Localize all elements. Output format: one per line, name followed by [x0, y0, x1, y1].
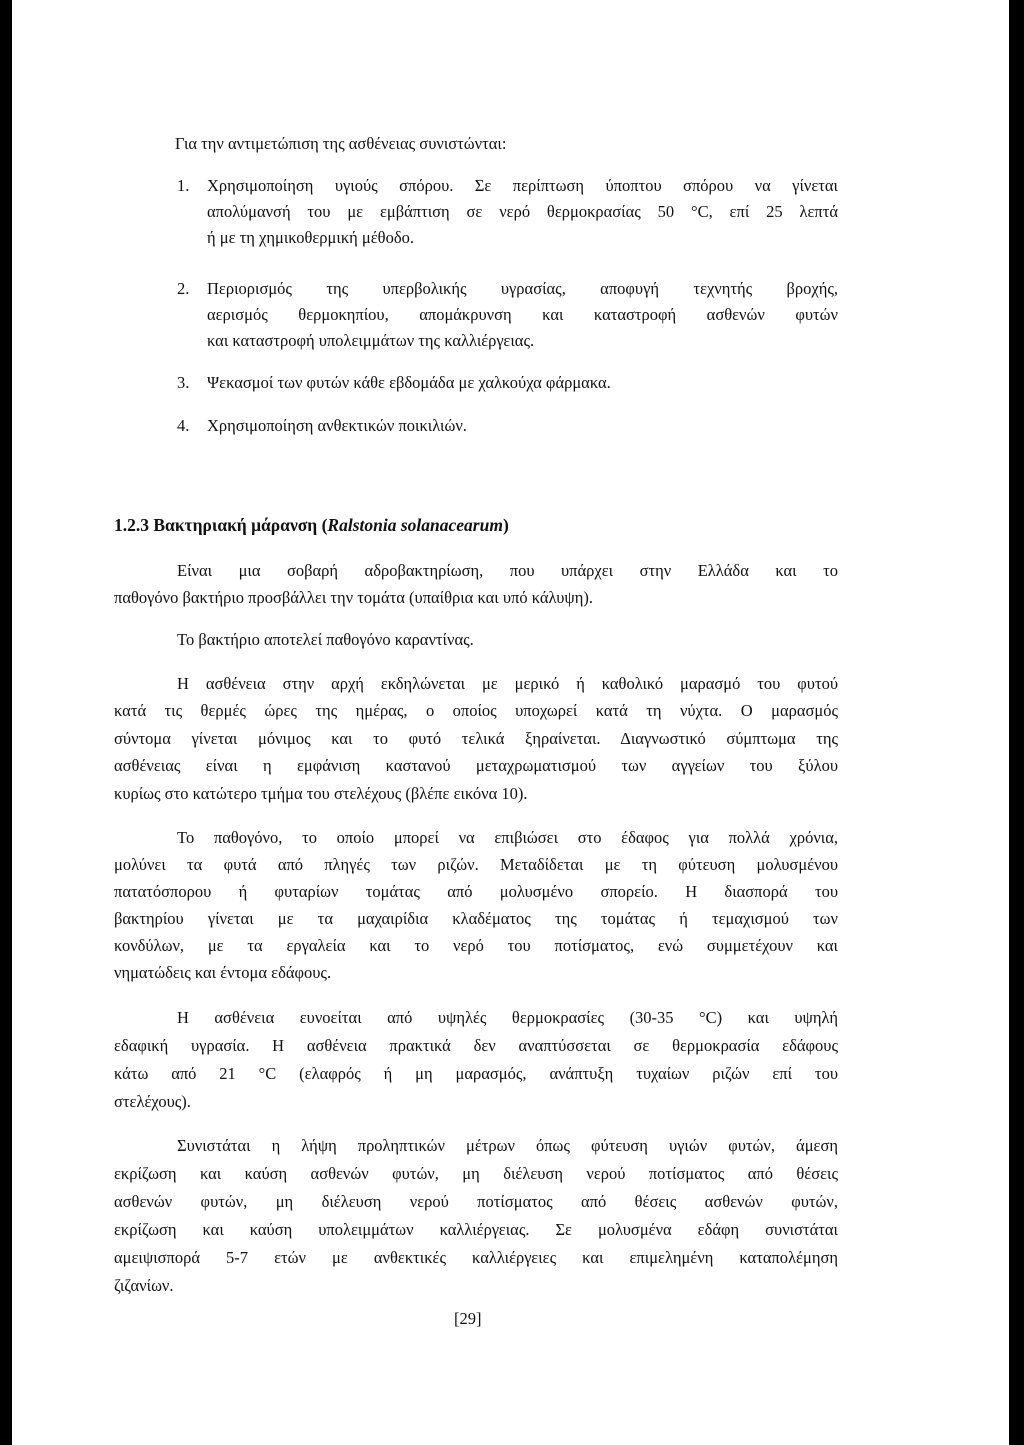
- list-item-line: και καταστροφή υπολειμμάτων της καλλιέργειας.: [207, 331, 535, 350]
- paragraph-line: Είναι μια σοβαρή αδροβακτηρίωση, που υπάρχει στην Ελλάδα και το: [177, 561, 838, 580]
- section-title: Βακτηριακή μάρανση: [153, 515, 318, 535]
- section-heading: [114, 512, 509, 538]
- list-item-number: 4.: [177, 416, 190, 435]
- paragraph-line: μολύνει τα φυτά από πληγές των ριζών. Μεταδίδεται με τη φύτευση μολυσμένου: [114, 855, 838, 874]
- paragraph-line: Το βακτήριο αποτελεί παθογόνο καραντίνας.: [177, 630, 474, 649]
- intro-text: Για την αντιμετώπιση της ασθένειας συνιστώνται:: [175, 134, 507, 153]
- paragraph-line: κατά τις θερμές ώρες της ημέρας, ο οποίος υποχωρεί κατά τη νύχτα. Ο μαρασμός: [114, 701, 838, 720]
- paragraph-line: κυρίως στο κατώτερο τμήμα του στελέχους (βλέπε εικόνα 10).: [114, 784, 528, 803]
- paragraph-line: Η ασθένεια στην αρχή εκδηλώνεται με μερικό ή καθολικό μαρασμό του φυτού: [177, 674, 838, 693]
- paragraph-line: ζιζανίων.: [114, 1276, 174, 1295]
- list-item-number: 3.: [177, 373, 190, 392]
- paragraph-line: σύντομα γίνεται μόνιμος και το φυτό τελικά ξηραίνεται. Διαγνωστικό σύμπτωμα της: [114, 729, 838, 748]
- paragraph-line: Το παθογόνο, το οποίο μπορεί να επιβιώσει στο έδαφος για πολλά χρόνια,: [177, 828, 838, 847]
- list-item-line: απολύμανσή του με εμβάπτιση σε νερό θερμοκρασίας 50 °C, επί 25 λεπτά: [207, 202, 838, 221]
- list-item-line: αερισμός θερμοκηπίου, απομάκρυνση και καταστροφή ασθενών φυτών: [207, 305, 838, 324]
- paragraph-line: παθογόνο βακτήριο προσβάλλει την τομάτα (υπαίθρια και υπό κάλυψη).: [114, 588, 593, 607]
- paragraph-line: εκρίζωση και καύση υπολειμμάτων καλλιέργειας. Σε μολυσμένα εδάφη συνιστάται: [114, 1220, 838, 1239]
- paragraph-line: Συνιστάται η λήψη προληπτικών μέτρων όπως φύτευση υγιών φυτών, άμεση: [177, 1136, 838, 1155]
- list-item-line: Περιορισμός της υπερβολικής υγρασίας, αποφυγή τεχνητής βροχής,: [207, 279, 838, 298]
- page-number: [29]: [454, 1309, 482, 1328]
- document-page: [12, 0, 1009, 1445]
- paragraph-line: στελέχους).: [114, 1092, 191, 1111]
- paragraph-line: εδαφική υγρασία. Η ασθένεια πρακτικά δεν αναπτύσσεται σε θερμοκρασία εδάφους: [114, 1036, 838, 1055]
- paragraph-line: αμειψισπορά 5-7 ετών με ανθεκτικές καλλιέργειες και επιμελημένη καταπολέμηση: [114, 1248, 838, 1267]
- list-item-number: 1.: [177, 176, 190, 195]
- paragraph-line: ασθενών φυτών, μη διέλευση νερού ποτίσματος από θέσεις ασθενών φυτών,: [114, 1192, 838, 1211]
- paragraph-line: κονδύλων, με τα εργαλεία και το νερό του ποτίσματος, ενώ συμμετέχουν και: [114, 936, 838, 955]
- paragraph-line: βακτηρίου γίνεται με τα μαχαιρίδια κλαδέματος της τομάτας ή τεμαχισμού των: [114, 909, 838, 928]
- list-item-line: Ψεκασμοί των φυτών κάθε εβδομάδα με χαλκούχα φάρμακα.: [207, 373, 611, 392]
- paragraph-line: πατατόσπορου ή φυταρίων τομάτας από μολυσμένο σπορείο. Η διασπορά του: [114, 882, 838, 901]
- list-item-line: Χρησιμοποίηση υγιούς σπόρου. Σε περίπτωση ύποπτου σπόρου να γίνεται: [207, 176, 838, 195]
- section-latin-close: ): [502, 515, 509, 535]
- paragraph-line: ασθένειας είναι η εμφάνιση καστανού μεταχρωματισμού των αγγείων του ξύλου: [114, 756, 838, 775]
- list-item-line: ή με τη χημικοθερμική μέθοδο.: [207, 228, 414, 247]
- paragraph-line: εκρίζωση και καύση ασθενών φυτών, μη διέλευση νερού ποτίσματος από θέσεις: [114, 1164, 838, 1183]
- section-latin-open: (: [321, 515, 328, 535]
- paragraph-line: κάτω από 21 °C (ελαφρός ή μη μαρασμός, ανάπτυξη τυχαίων ριζών επί του: [114, 1064, 838, 1083]
- paragraph-line: νηματώδεις και έντομα εδάφους.: [114, 963, 332, 982]
- paragraph-line: Η ασθένεια ευνοείται από υψηλές θερμοκρασίες (30-35 °C) και υψηλή: [177, 1008, 838, 1027]
- section-number: 1.2.3: [114, 515, 149, 535]
- section-latin-name: Ralstonia solanacearum: [327, 515, 503, 535]
- list-item-number: 2.: [177, 279, 190, 298]
- list-item-line: Χρησιμοποίηση ανθεκτικών ποικιλιών.: [207, 416, 467, 435]
